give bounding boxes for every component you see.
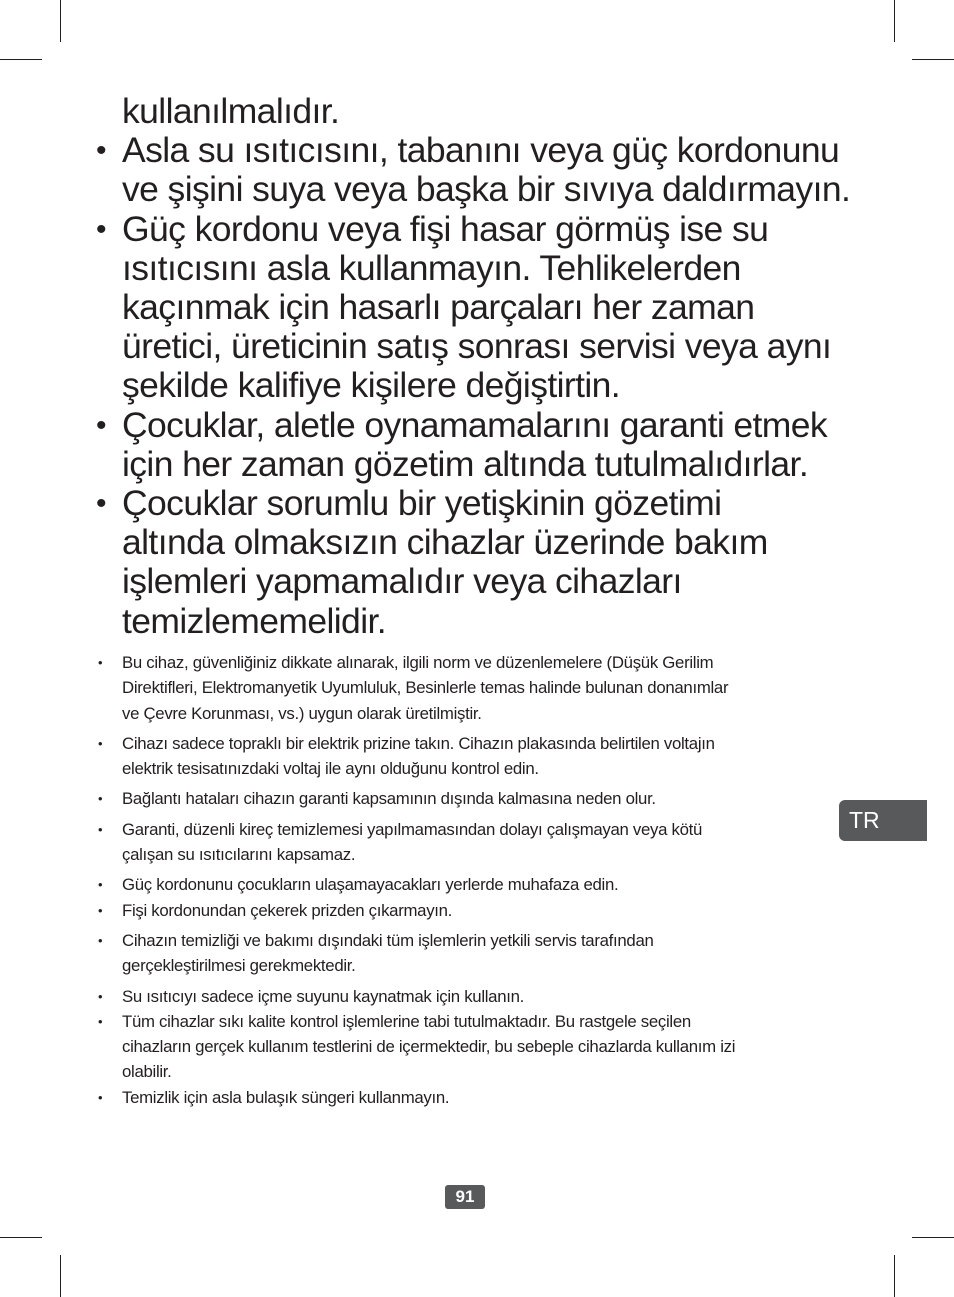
small-info-list — [96, 650, 836, 1110]
text-line: Tüm cihazlar sıkı kalite kontrol işlemlerine tabi tutulmaktadır. Bu rastgele seçilen — [122, 1011, 691, 1031]
bullet-marker: • — [98, 988, 103, 1004]
text-line: gerçekleştirilmesi gerekmektedir. — [122, 956, 356, 976]
text-line: Su ısıtıcıyı sadece içme suyunu kaynatmak için kullanın. — [122, 986, 524, 1006]
continuation-line: kullanılmalıdır. — [122, 91, 340, 131]
bullet-marker: • — [98, 655, 103, 670]
text-line: çalışan su ısıtıcılarını kapsamaz. — [122, 845, 356, 865]
crop-mark — [894, 0, 895, 42]
text-line: işlemleri yapmamalıdır veya cihazları — [122, 561, 682, 602]
text-line: Güç kordonu veya fişi hasar görmüş ise su — [122, 208, 769, 249]
list-item — [96, 484, 836, 641]
bullet-marker: • — [96, 134, 107, 168]
bullet-marker: • — [98, 902, 103, 918]
text-line: Bu cihaz, güvenliğiniz dikkate alınarak, ilgili norm ve düzenlemelere (Düşük Gerilim — [122, 653, 714, 672]
bullet-marker: • — [98, 821, 103, 837]
text-line: Asla su ısıtıcısını, tabanını veya güç kordonunu — [122, 130, 840, 171]
text-line: Fişi kordonundan çekerek prizden çıkarmayın. — [122, 900, 453, 920]
crop-mark — [60, 0, 61, 42]
text-line: Cihazı sadece topraklı bir elektrik prizine takın. Cihazın plakasında belirtilen voltajın — [122, 733, 715, 753]
page-number: 91 — [445, 1185, 485, 1209]
large-warning-list — [96, 91, 851, 641]
bullet-marker: • — [98, 1089, 103, 1105]
crop-mark — [894, 1255, 895, 1297]
bullet-marker: • — [96, 212, 107, 246]
bullet-marker: • — [98, 791, 103, 807]
text-line: şekilde kalifiye kişilere değiştirtin. — [122, 365, 621, 406]
text-line: Çocuklar, aletle oynamamalarını garanti etmek — [122, 404, 828, 445]
list-item — [96, 872, 836, 897]
list-item — [96, 130, 851, 210]
list-item — [96, 1009, 836, 1085]
crop-mark — [0, 1237, 42, 1238]
crop-mark — [912, 59, 954, 60]
crop-mark — [0, 59, 42, 60]
text-line: Güç kordonunu çocukların ulaşamayacakları yerlerde muhafaza edin. — [122, 875, 619, 895]
large-items — [96, 130, 851, 641]
list-item — [96, 1085, 836, 1110]
text-line: kaçınmak için hasarlı parçaları her zaman — [122, 287, 755, 328]
crop-mark — [912, 1237, 954, 1238]
bullet-marker: • — [98, 877, 103, 893]
text-line: Bağlantı hataları cihazın garanti kapsamının dışında kalmasına neden olur. — [122, 789, 656, 809]
bullet-marker: • — [96, 408, 107, 442]
list-item — [96, 650, 836, 726]
text-line: Çocuklar sorumlu bir yetişkinin gözetimi — [122, 483, 722, 524]
crop-mark — [60, 1255, 61, 1297]
text-line: Cihazın temizliği ve bakımı dışındaki tüm işlemlerin yetkili servis tarafından — [122, 930, 654, 950]
bullet-marker: • — [98, 1013, 103, 1029]
language-tab: TR — [839, 800, 927, 841]
text-line: Garanti, düzenli kireç temizlemesi yapılmamasından dolayı çalışmayan veya kötü — [122, 819, 703, 839]
list-item — [96, 786, 836, 811]
list-item — [96, 731, 836, 782]
bullet-marker: • — [98, 735, 103, 751]
text-line: temizlememelidir. — [122, 600, 387, 641]
small-items — [96, 650, 836, 1110]
list-item — [96, 898, 836, 923]
text-line: olabilir. — [122, 1062, 172, 1082]
list-item — [96, 928, 836, 979]
bullet-marker: • — [96, 487, 107, 521]
text-line: üretici, üreticinin satış sonrası servisi veya aynı — [122, 326, 832, 367]
list-item — [96, 817, 836, 868]
text-line: için her zaman gözetim altında tutulmalıdırlar. — [122, 443, 809, 484]
text-line: Direktifleri, Elektromanyetik Uyumluluk, Besinlerle temas halinde bulunan donanımlar — [122, 678, 729, 698]
list-item — [96, 210, 836, 406]
text-line: ısıtıcısını asla kullanmayın. Tehlikelerden — [122, 247, 741, 288]
list-item — [96, 406, 836, 484]
text-line: Temizlik için asla bulaşık süngeri kullanmayın. — [122, 1087, 450, 1107]
text-line: altında olmaksızın cihazlar üzerinde bakım — [122, 522, 768, 563]
text-line: ve şişini suya veya başka bir sıvıya daldırmayın. — [122, 169, 851, 210]
list-item — [96, 984, 836, 1009]
text-line: elektrik tesisatınızdaki voltaj ile aynı olduğunu kontrol edin. — [122, 759, 539, 779]
bullet-marker: • — [98, 932, 103, 948]
text-line: cihazların gerçek kullanım testlerini de içermektedir, bu sebeple cihazlarda kullanım izi — [122, 1037, 736, 1057]
text-line: ve Çevre Korunması, vs.) uygun olarak üretilmiştir. — [122, 703, 482, 723]
